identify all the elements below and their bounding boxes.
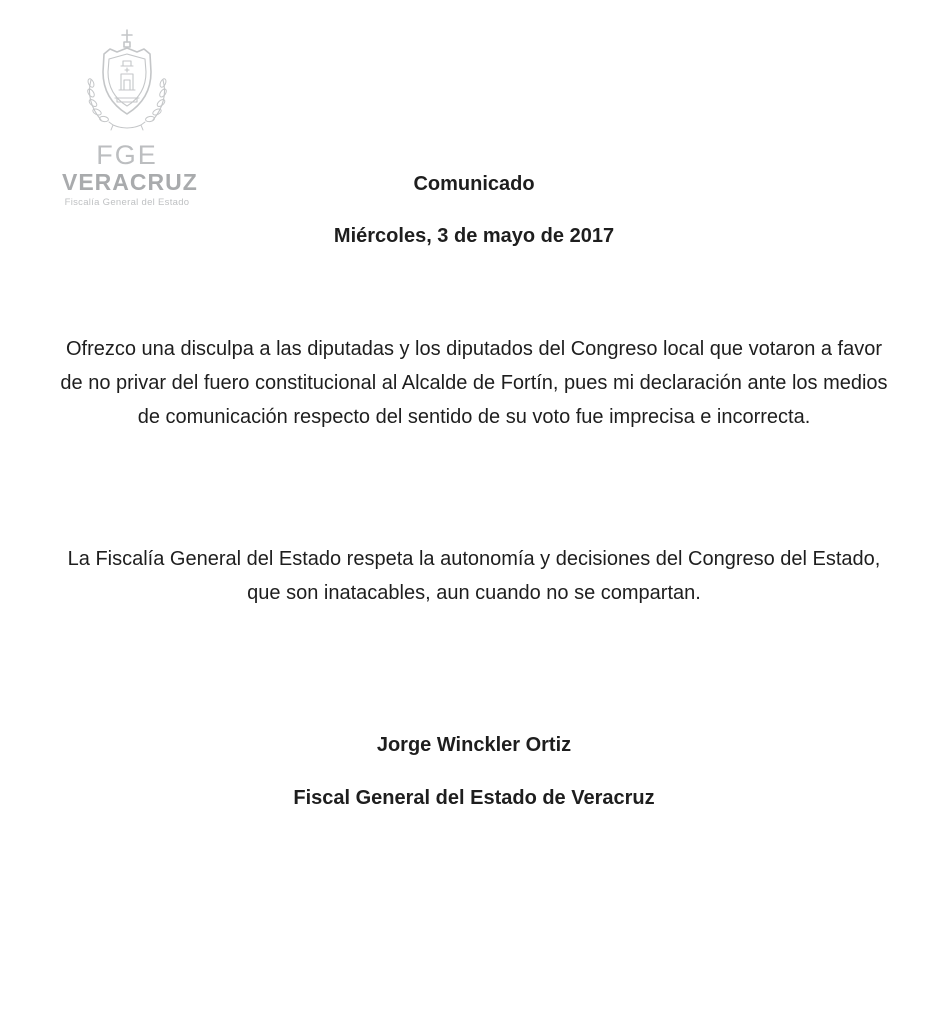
paragraph-respect: La Fiscalía General del Estado respeta la autonomía y decisiones del Congreso del Estado, que son inatacables, aun cuando no se compartan. [67, 548, 881, 604]
signature-title: Fiscal General del Estado de Veracruz [293, 787, 655, 809]
logo-acronym: FGE [96, 140, 158, 170]
document-title: Comunicado [413, 173, 535, 195]
logo-state-name: VERACRUZ [62, 169, 198, 195]
document-date: Miércoles, 3 de mayo de 2017 [333, 225, 615, 247]
signature-name: Jorge Winckler Ortiz [376, 734, 572, 756]
logo-tagline: Fiscalía General del Estado [64, 197, 190, 209]
veracruz-coat-of-arms-icon [79, 28, 175, 140]
paragraph-apology: Ofrezco una disculpa a las diputadas y los diputados del Congreso local que votaron a favor de no privar del fuero constitucional al Alcalde de Fortín, pues mi declaración ante los medios de comunicación respecto del sentido de su voto fue imprecisa e incorrecta. [60, 338, 888, 428]
